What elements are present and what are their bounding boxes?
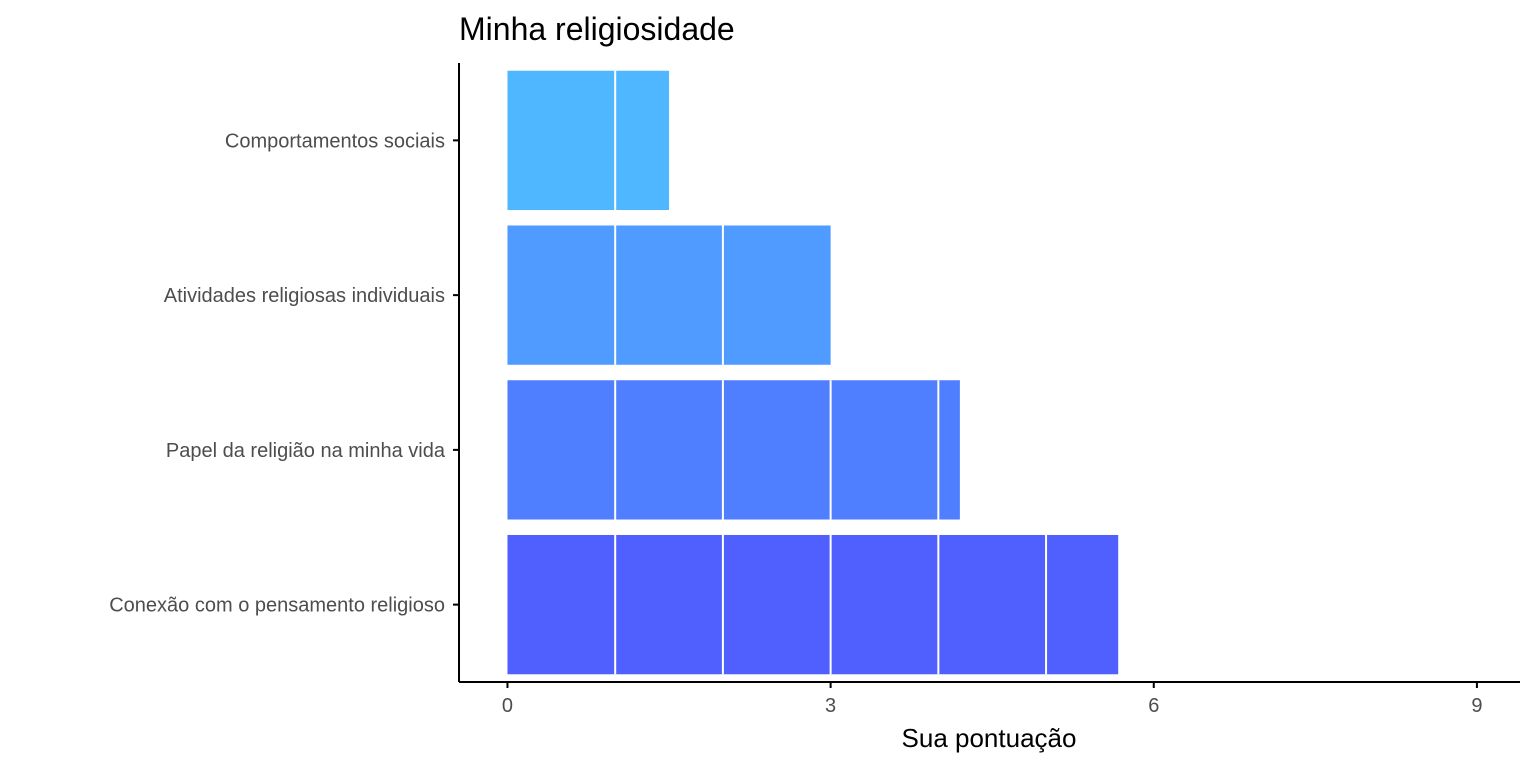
bar-2 xyxy=(507,380,959,519)
x-tick-label: 0 xyxy=(501,695,514,717)
bar-3 xyxy=(507,225,830,364)
y-tick-label: Atividades religiosas individuais xyxy=(163,285,445,308)
x-axis-title: Sua pontuação xyxy=(901,723,1077,753)
y-tick-label: Conexão com o pensamento religioso xyxy=(109,594,445,617)
y-axis xyxy=(109,63,459,682)
y-tick-label: Papel da religião na minha vida xyxy=(165,439,445,462)
bars xyxy=(507,71,1118,675)
bar-1 xyxy=(507,535,1118,674)
bar-4 xyxy=(507,71,669,210)
chart-title: Minha religiosidade xyxy=(459,11,735,47)
y-tick-label: Comportamentos sociais xyxy=(224,130,445,153)
x-axis xyxy=(459,682,1520,717)
x-tick-label: 9 xyxy=(1471,695,1483,717)
x-tick-label: 3 xyxy=(825,695,837,717)
x-tick-label: 6 xyxy=(1148,695,1160,717)
